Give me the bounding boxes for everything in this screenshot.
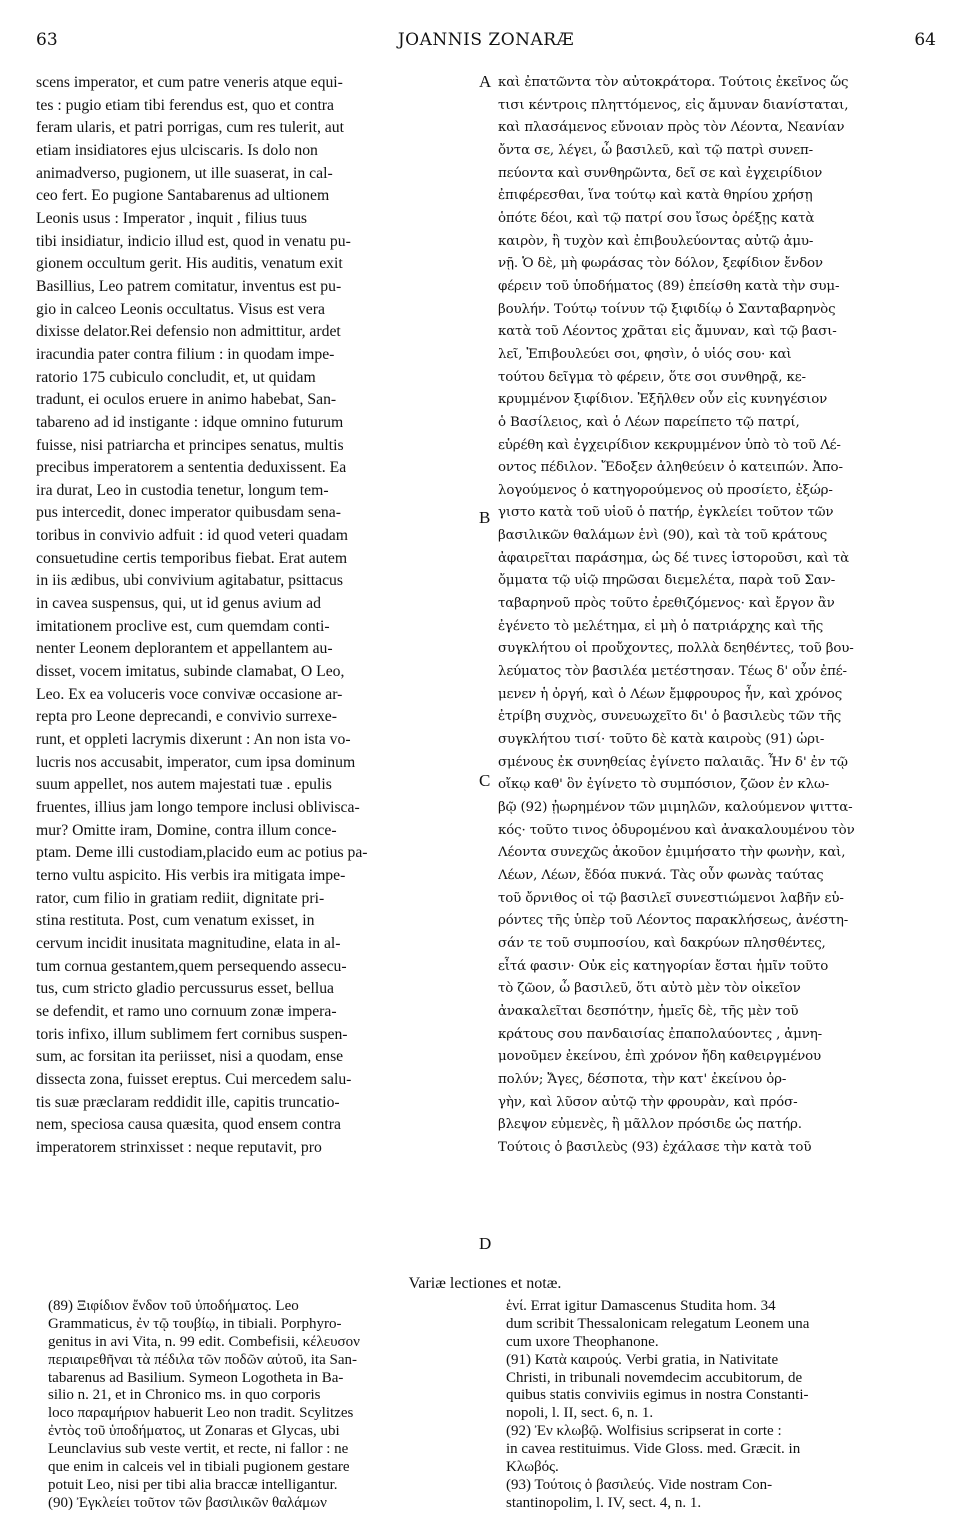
note-line: (93) Τούτοις ὁ βασιλεύς. Vide nostram Con- — [506, 1476, 773, 1493]
latin-text-line: gio in calceo Leonis occultatus. Visus est vera — [36, 300, 325, 318]
latin-text-line: tus, cum stricto gladio percussurus esset, bellua — [36, 980, 335, 998]
note-line: (90) Ἐγκλείει τοῦτον τῶν βασιλικῶν θαλάμων — [48, 1494, 327, 1511]
note-line: silio n. 21, et in Chronico ms. in quo corporis — [48, 1387, 321, 1404]
latin-text-line: lucris nos accusabit, imperator, cum ipsa dominum — [36, 753, 356, 771]
note-line: (89) Ξιφίδιον ἔνδον τοῦ ὑποδήματος. Leo — [48, 1298, 299, 1314]
note-line: (92) Ἐν κλωβῷ. Wolfisius scripserat in corte : — [506, 1423, 782, 1440]
latin-text-line: rator, cum filio in gratiam rediit, dignitate pri- — [36, 889, 325, 907]
latin-text-line: imitationem proclive est, cum quemdam conti- — [36, 617, 330, 635]
latin-text-line: consuetudine certis temporibus fiebat. Erat autem — [36, 549, 348, 567]
greek-column — [498, 72, 938, 1160]
greek-text-line: ἐπιφέρεσθαι, ἵνα τούτῳ καὶ κατὰ θηρίου χρήσῃ — [498, 188, 813, 204]
greek-text-line: ρόντες τῆς ὑπὲρ τοῦ Λέοντος παρακλήσεως, ἀνέστη- — [498, 913, 849, 929]
latin-text-line: tes : pugio etiam tibi ferendus est, quo et contra — [36, 96, 334, 114]
notes-left-column — [48, 1298, 473, 1513]
greek-text-line: ἀφαιρεῖται παράσημα, ὡς δέ τινες ἱστοροῦσι, καὶ τὰ — [498, 550, 850, 566]
greek-text-line: τισι κέντροις πληττόμενος, εἰς ἄμυναν διανίσταται, — [498, 97, 849, 113]
section-marker-d: D — [479, 1234, 492, 1253]
note-line: nopoli, l. II, sect. 6, n. 1. — [506, 1405, 654, 1422]
latin-text-line: disset, vocem imitatus, subinde clamabat, O Leo, — [36, 663, 345, 681]
note-line: περιαιρεθῆναι τὰ πέδιλα τῶν ποδῶν αὐτοῦ, ita San- — [48, 1351, 357, 1368]
greek-text-line: ἀνακαλεῖται δεσπότην, ἡμεῖς δὲ, τῆς μὲν τοῦ — [498, 1003, 799, 1019]
latin-text-line: etiam insidiatores ejus ulciscaris. Is dolo non — [36, 141, 318, 159]
greek-text-line: Τούτοις ὁ βασιλεὺς (93) ἐχάλασε τὴν κατὰ τοῦ — [498, 1139, 812, 1155]
note-line: dum scribit Thessalonicam relegatum Leonem una — [506, 1315, 810, 1332]
latin-text-line: se defendit, et ramo uno cornuum zonæ impera- — [36, 1002, 337, 1020]
latin-text-line: scens imperator, et cum patre veneris atque equi- — [36, 74, 343, 91]
greek-text-line: φέρειν τοῦ ὑποδήματος (89) ἐπείσθη κατὰ τὴν συμ- — [498, 278, 840, 294]
greek-text-line: πεύοντα καὶ συνθηρῶντα, δεῖ σε καὶ ἐγχειρίδιον — [498, 165, 823, 181]
note-line: quibus statis conviviis egimus in nostra Constanti- — [506, 1387, 809, 1404]
greek-text-line: τοῦ ὄρνιθος οἱ τῷ βασιλεῖ συνεστιώμενοι λαβῆν εὑ- — [498, 890, 844, 906]
greek-text-line: ἐγένετο τὸ μελέτημα, εἰ μὴ ὁ πατριάρχης καὶ τῆς — [498, 618, 824, 634]
greek-text-line: νῇ. Ὁ δὲ, μὴ φωράσας τὸν δόλον, ξεφίδιον ἔνδον — [498, 256, 823, 272]
latin-text-line: ratorio 175 cubiculo concludit, et, ut quidam — [36, 368, 316, 386]
latin-text-line: nem, speciosa causa quæsita, quod ensem contra — [36, 1116, 341, 1134]
latin-column — [36, 72, 474, 1160]
note-line: Grammaticus, ἐν τῷ τουβίῳ, in tibiali. Porphyro- — [48, 1315, 342, 1332]
latin-text-line: in cavea suspensus, qui, ut id genus avium ad — [36, 595, 321, 613]
latin-text-line: imperatorem strinxisset : neque reputavit, pro — [36, 1138, 322, 1156]
greek-text-line: ὄντα σε, λέγει, ὦ βασιλεῦ, καὶ τῷ πατρὶ συνεπ- — [498, 142, 813, 158]
page-number-left: 63 — [36, 30, 58, 50]
latin-text-line: Basillius, Leo patrem comitatur, inventus est pu- — [36, 277, 342, 295]
greek-text-line: καιρὸν, ἢ τυχὸν καὶ ἐπιβουλεύοντας αὐτῷ ἀμυ- — [498, 233, 814, 249]
greek-text-line: ὁ Βασίλειος, καὶ ὁ Λέων παρείπετο τῷ πατρί, — [498, 414, 800, 430]
note-line: cum uxore Theophanone. — [506, 1333, 659, 1350]
running-title: JOANNIS ZONARÆ — [397, 30, 575, 50]
greek-text-line: ἐτρίβη συχνὸς, συνευωχεῖτο δι' ὁ βασιλεὺς τῶν τῆς — [498, 709, 842, 725]
greek-text-line: βῷ (92) ᾐωρημένον τῶν μιμηλῶν, καλούμενον ψιττα- — [498, 800, 853, 815]
latin-text-line: runt, et oppleti lacrymis dixerunt : An non ista vo- — [36, 731, 351, 749]
note-line: (91) Κατὰ καιρούς. Verbi gratia, in Nativitate — [506, 1351, 779, 1368]
section-marker-c: C — [479, 771, 491, 790]
greek-text-line: κράτους σου πανδαισίας ἐπαπολαύοντες , ἀμνη- — [498, 1026, 822, 1042]
note-line: potuit Leo, nisi per tibi alia braccæ intelligantur. — [48, 1476, 338, 1493]
greek-text-line: Λέοντα συνεχῶς ἀκοῦον ἐμιμήσατο τὴν φωνὴν, καὶ, — [498, 845, 846, 861]
greek-text-line: καὶ ἐπατῶντα τὸν αὐτοκράτορα. Τούτοις ἐκεῖνος ὥς — [498, 75, 849, 90]
greek-text-line: γὴν, καὶ λῦσον αὐτῷ τὴν φρουρὰν, καὶ πρόσ- — [498, 1094, 798, 1110]
latin-text-line: ceo fert. Eo pugione Santabarenus ad ultionem — [36, 187, 330, 205]
greek-text-line: οἴκῳ καθ' ὃν ἐγίνετο τὸ συμπόσιον, ζῶον ἐν κλω- — [498, 777, 830, 793]
latin-text-line: fruentes, illius jam longo tempore inclusi oblivisca- — [36, 799, 360, 816]
latin-text-line: precibus imperatorem a sententia deduxissent. Ea — [36, 459, 347, 477]
latin-text-line: in iis ædibus, ubi convivium agitabatur, psittacus — [36, 572, 343, 590]
latin-text-line: dixisse delator.Rei defensio non admittitur, ardet — [36, 323, 341, 341]
note-line: ἐντὸς τοῦ ὑποδήματος, ut Zonaras et Glycas, ubi — [48, 1423, 340, 1440]
latin-text-line: ptam. Deme illi custodiam,placido eum ac potius pa- — [36, 844, 368, 862]
greek-text-line: τὸ ζῶον, ὦ βασιλεῦ, ὅτι αὐτὸ μὲν τὸν οἰκεῖον — [498, 981, 801, 997]
latin-text-line: terno vultu aspicito. His verbis ira mitigata impe- — [36, 866, 346, 884]
greek-text-line: μονοῦμεν ἐκείνου, ἐπὶ χρόνον ἤδη καθειργμένου — [498, 1049, 822, 1065]
notes-title: Variæ lectiones et notæ. — [408, 1275, 562, 1292]
latin-text-line: tis suæ præclaram reddidit ille, capitis truncatio- — [36, 1093, 340, 1111]
notes-right-column — [506, 1298, 938, 1513]
greek-text-line: λεύματος τὸν βασιλέα μετέστησαν. Τέως δ' οὖν ἐπέ- — [498, 664, 847, 680]
latin-text-line: nenter Leonem deplorantem et appellantem au- — [36, 640, 333, 658]
latin-text-line: stina restituta. Post, cum venatum exisset, in — [36, 912, 315, 930]
note-line: tabarenus ad Basilium. Symeon Logotheta in Ba- — [48, 1369, 344, 1386]
greek-text-line: συγκλήτου οἱ προὔχοντες, πολλὰ δεηθέντες, τοῦ βου- — [498, 641, 854, 657]
greek-text-line: λεῖ, Ἐπιβουλεύει σοι, φησὶν, ὁ υἱός σου· καὶ — [498, 346, 792, 362]
latin-text-line: mur? Omitte iram, Domine, contra illum conce- — [36, 821, 337, 839]
greek-text-line: ὁπότε δέοι, καὶ τῷ πατρί σου ἴσως ὀρέξῃς κατὰ — [498, 210, 815, 226]
greek-text-line: Λέων, Λέων, ἔδόα πυκνά. Τὰς οὖν φωνὰς ταύτας — [498, 867, 824, 883]
greek-text-line: τούτου δεῖγμα τὸ φέρειν, ὅτε σοι συνθηρᾷ, κε- — [498, 369, 806, 385]
greek-text-line: συγκλήτου τισί· τοῦτο δὲ κατὰ καιροὺς (91) ὡρι- — [498, 732, 825, 748]
latin-text-line: tum cornua gestantem,quem persequendo assecu- — [36, 957, 347, 975]
latin-text-line: repta pro Leone deprecandi, e convivio surrexe- — [36, 708, 337, 726]
latin-text-line: ira durat, Leo in custodia tenetur, longum tem- — [36, 481, 329, 499]
note-line: ἑνί. Errat igitur Damascenus Studita hom. 34 — [506, 1298, 776, 1314]
greek-text-line: μενεν ἡ ὀργή, καὶ ὁ Λέων ἔμφρουρος ἦν, καὶ χρόνος — [498, 686, 843, 702]
latin-text-line: iracundia pater contra filium : in quodam impe- — [36, 345, 335, 363]
latin-text-line: sum, ac forsitan ita periisset, nisi a quodam, ense — [36, 1048, 344, 1066]
greek-text-line: κρυμμένον ξιφίδιον. Ἐξῆλθεν οὖν εἰς κυνηγέσιον — [498, 392, 828, 408]
greek-text-line: καὶ πλασάμενος εὔνοιαν πρὸς τὸν Λέοντα, Νεανίαν — [498, 120, 845, 136]
greek-text-line: κός· τοῦτο τινος ὀδυρομένου καὶ ἀνακαλουμένου τὸν — [498, 822, 855, 838]
latin-text-line: toribus in convivio adfuit : id quod veteri quadam — [36, 527, 348, 545]
latin-text-line: Leonis usus : Imperator , inquit , filius tuus — [36, 209, 308, 227]
latin-text-line: dissecta zona, fuisset ereptus. Cui mercedem salu- — [36, 1070, 352, 1088]
section-marker-b: B — [479, 508, 491, 527]
note-line: loco παραμήριον habuerit Leo non tradit. Scylitzes — [48, 1405, 354, 1422]
running-header — [36, 30, 936, 56]
greek-text-line: ταβαρηνοῦ πρὸς τοῦτο ἐρεθιζόμενος· καὶ ἔργον ἂν — [498, 596, 835, 612]
latin-text-line: toris infixo, illum sublimem fert cornibus suspen- — [36, 1025, 348, 1043]
latin-text-line: fuisse, nisi patriarcha et principes senatus, multis — [36, 436, 344, 454]
greek-text-line: πολύν; Ἄγες, δέσποτα, τὴν κατ' ἐκείνου ὀρ- — [498, 1071, 787, 1087]
note-line: Leunclavius sub veste vertit, et recte, ni fallor : ne — [48, 1441, 349, 1458]
note-line: que enim in calceis vel in tibiali pugionem gestare — [48, 1459, 350, 1476]
latin-text-line: Leo. Ex ea voluceris voce convivæ occasione ar- — [36, 685, 343, 703]
note-line: stantinopolim, l. IV, sect. 4, n. 1. — [506, 1494, 702, 1511]
note-line: in cavea restituimus. Vide Gloss. med. Græcit. in — [506, 1441, 801, 1458]
greek-text-line: σμένους ἐκ συνηθείας ἐγίνετο παλαιᾶς. Ἦν δ' ἐν τῷ — [498, 754, 848, 770]
page-number-right: 64 — [914, 30, 936, 50]
greek-text-line: ὄμματα τῷ υἱῷ πηρῶσαι διεμελέτα, παρὰ τοῦ Σαν- — [498, 573, 836, 589]
greek-text-line: βασιλικῶν θαλάμων ἑνὶ (90), καὶ τὰ τοῦ κράτους — [498, 528, 828, 544]
greek-text-line: εἶτά φασιν· Οὐκ εἰς κατηγορίαν ἔσται ἡμῖν τοῦτο — [498, 958, 829, 974]
latin-text-line: suum appellet, nos autem majestati tuæ . epulis — [36, 776, 332, 794]
note-line: Christi, in tribunali novemdecim accubitorum, de — [506, 1369, 803, 1386]
latin-text-line: pus intercedit, donec imperator quibusdam sena- — [36, 504, 341, 522]
greek-text-line: οντος πέδιλον. Ἔδοξεν ἀληθεύειν ὁ κατειπών. Ἀπο- — [498, 460, 843, 476]
note-line: genitus in avi Vita, n. 99 edit. Combefisii, κέλευσον — [48, 1333, 360, 1350]
latin-text-line: feram ularis, et patri porrigas, cum res tulerit, aut — [36, 119, 344, 137]
greek-text-line: σάν τε τοῦ συμποσίου, καὶ δακρύων πλησθέντες, — [498, 935, 826, 951]
latin-text-line: gionem occultum gerit. His auditis, venatum exit — [36, 255, 343, 273]
section-marker-a: A — [479, 72, 492, 91]
latin-text-line: tibi insidiatur, indicio illud est, quod in venatu pu- — [36, 232, 351, 250]
latin-text-line: animadverso, pugionem, ut ille suaserat, in cal- — [36, 164, 333, 182]
greek-text-line: εὑρέθη καὶ ἐγχειρίδιον κεκρυμμένον ὑπὸ τὸ τοῦ Λέ- — [498, 437, 841, 453]
latin-text-line: tradunt, ei oculos eruere in animo habebat, San- — [36, 391, 337, 409]
latin-text-line: tabareno ad id instigante : idque omnino futurum — [36, 413, 344, 431]
greek-text-line: βουλήν. Τούτῳ τοίνυν τῷ ξιφιδίῳ ὁ Σανταβαρηνὸς — [498, 301, 836, 317]
greek-text-line: κατὰ τοῦ Λέοντος χρᾶται εἰς ἄμυναν, καὶ τῷ βασι- — [498, 324, 837, 340]
greek-text-line: λογούμενος ὁ κατηγορούμενος οὐ προσίετο, ἐξώρ- — [498, 482, 833, 498]
greek-text-line: βλεψον εὐμενὲς, ἢ μᾶλλον πρόσιδε ὡς πατήρ. — [498, 1117, 802, 1133]
latin-text-line: cervum incidit inusitata magnitudine, elata in al- — [36, 934, 341, 952]
note-line: Κλωβός. — [506, 1459, 559, 1476]
greek-text-line: γιστο κατὰ τοῦ υἱοῦ ὁ πατήρ, ἐγκλείει τοῦτον τῶν — [498, 505, 834, 521]
